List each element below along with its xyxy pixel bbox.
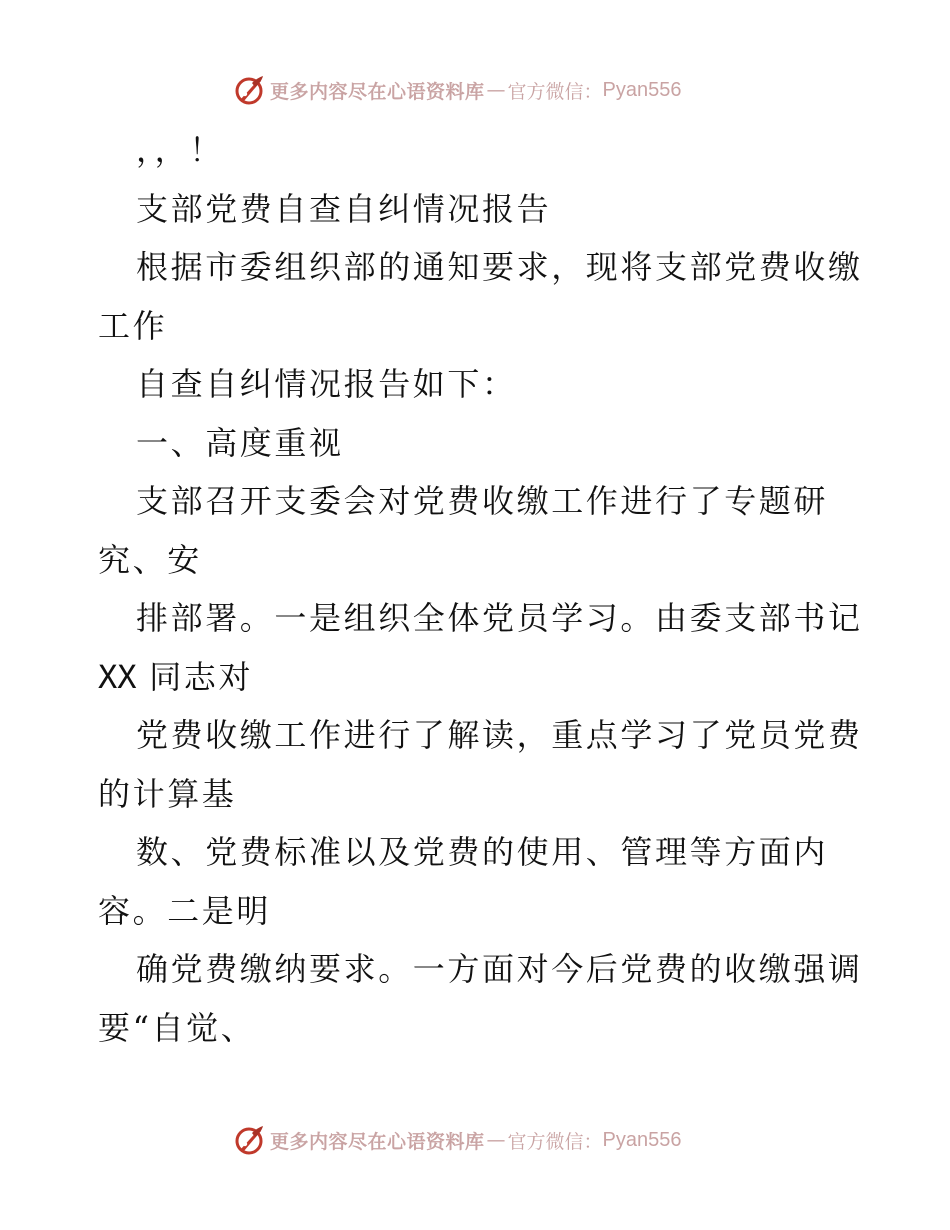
text-line: 自查自纠情况报告如下：	[136, 365, 517, 403]
banner-wechat-id: Pyan556	[602, 78, 682, 101]
text-line: 党费收缴工作进行了解读，重点学习了党员党费	[136, 716, 863, 754]
header-banner	[232, 70, 682, 110]
text-line: 根据市委组织部的通知要求，现将支部党费收缴	[136, 248, 863, 286]
text-line: 要“自觉、	[98, 1008, 256, 1047]
text-line: ，，！	[136, 131, 224, 169]
document-title: 支部党费自查自纠情况报告	[136, 189, 552, 228]
quill-logo-icon	[232, 1123, 266, 1157]
text-line: 排部署。一是组织全体党员学习。由委支部书记	[136, 599, 863, 637]
text-line: 的计算基	[98, 774, 237, 813]
text-line: 容。二是明	[98, 891, 272, 930]
banner-main-text: 更多内容尽在心语资料库	[270, 1130, 485, 1153]
text-line: 工作	[98, 306, 168, 345]
text-line	[98, 648, 858, 707]
document-body	[98, 121, 863, 1057]
quill-logo-icon	[232, 73, 266, 107]
banner-main-text: 更多内容尽在心语资料库	[270, 80, 485, 103]
text-line: 究、安	[98, 540, 202, 579]
text-fragment: 同志对	[136, 657, 254, 696]
banner-dash: —	[486, 79, 506, 101]
text-line: 确党费缴纳要求。一方面对今后党费的收缴强调	[136, 950, 863, 988]
banner-wechat-id: Pyan556	[602, 1128, 682, 1151]
text-line: 数、党费标准以及党费的使用、管理等方面内	[136, 833, 829, 871]
section-heading: 一、高度重视	[136, 423, 344, 462]
banner-dash: —	[486, 1129, 506, 1151]
text-line: 支部召开支委会对党费收缴工作进行了专题研	[136, 482, 829, 520]
placeholder-name: XX	[98, 657, 137, 696]
banner-sub-text: 官方微信：	[507, 80, 603, 103]
footer-banner	[232, 1120, 682, 1160]
banner-sub-text: 官方微信：	[507, 1130, 603, 1153]
